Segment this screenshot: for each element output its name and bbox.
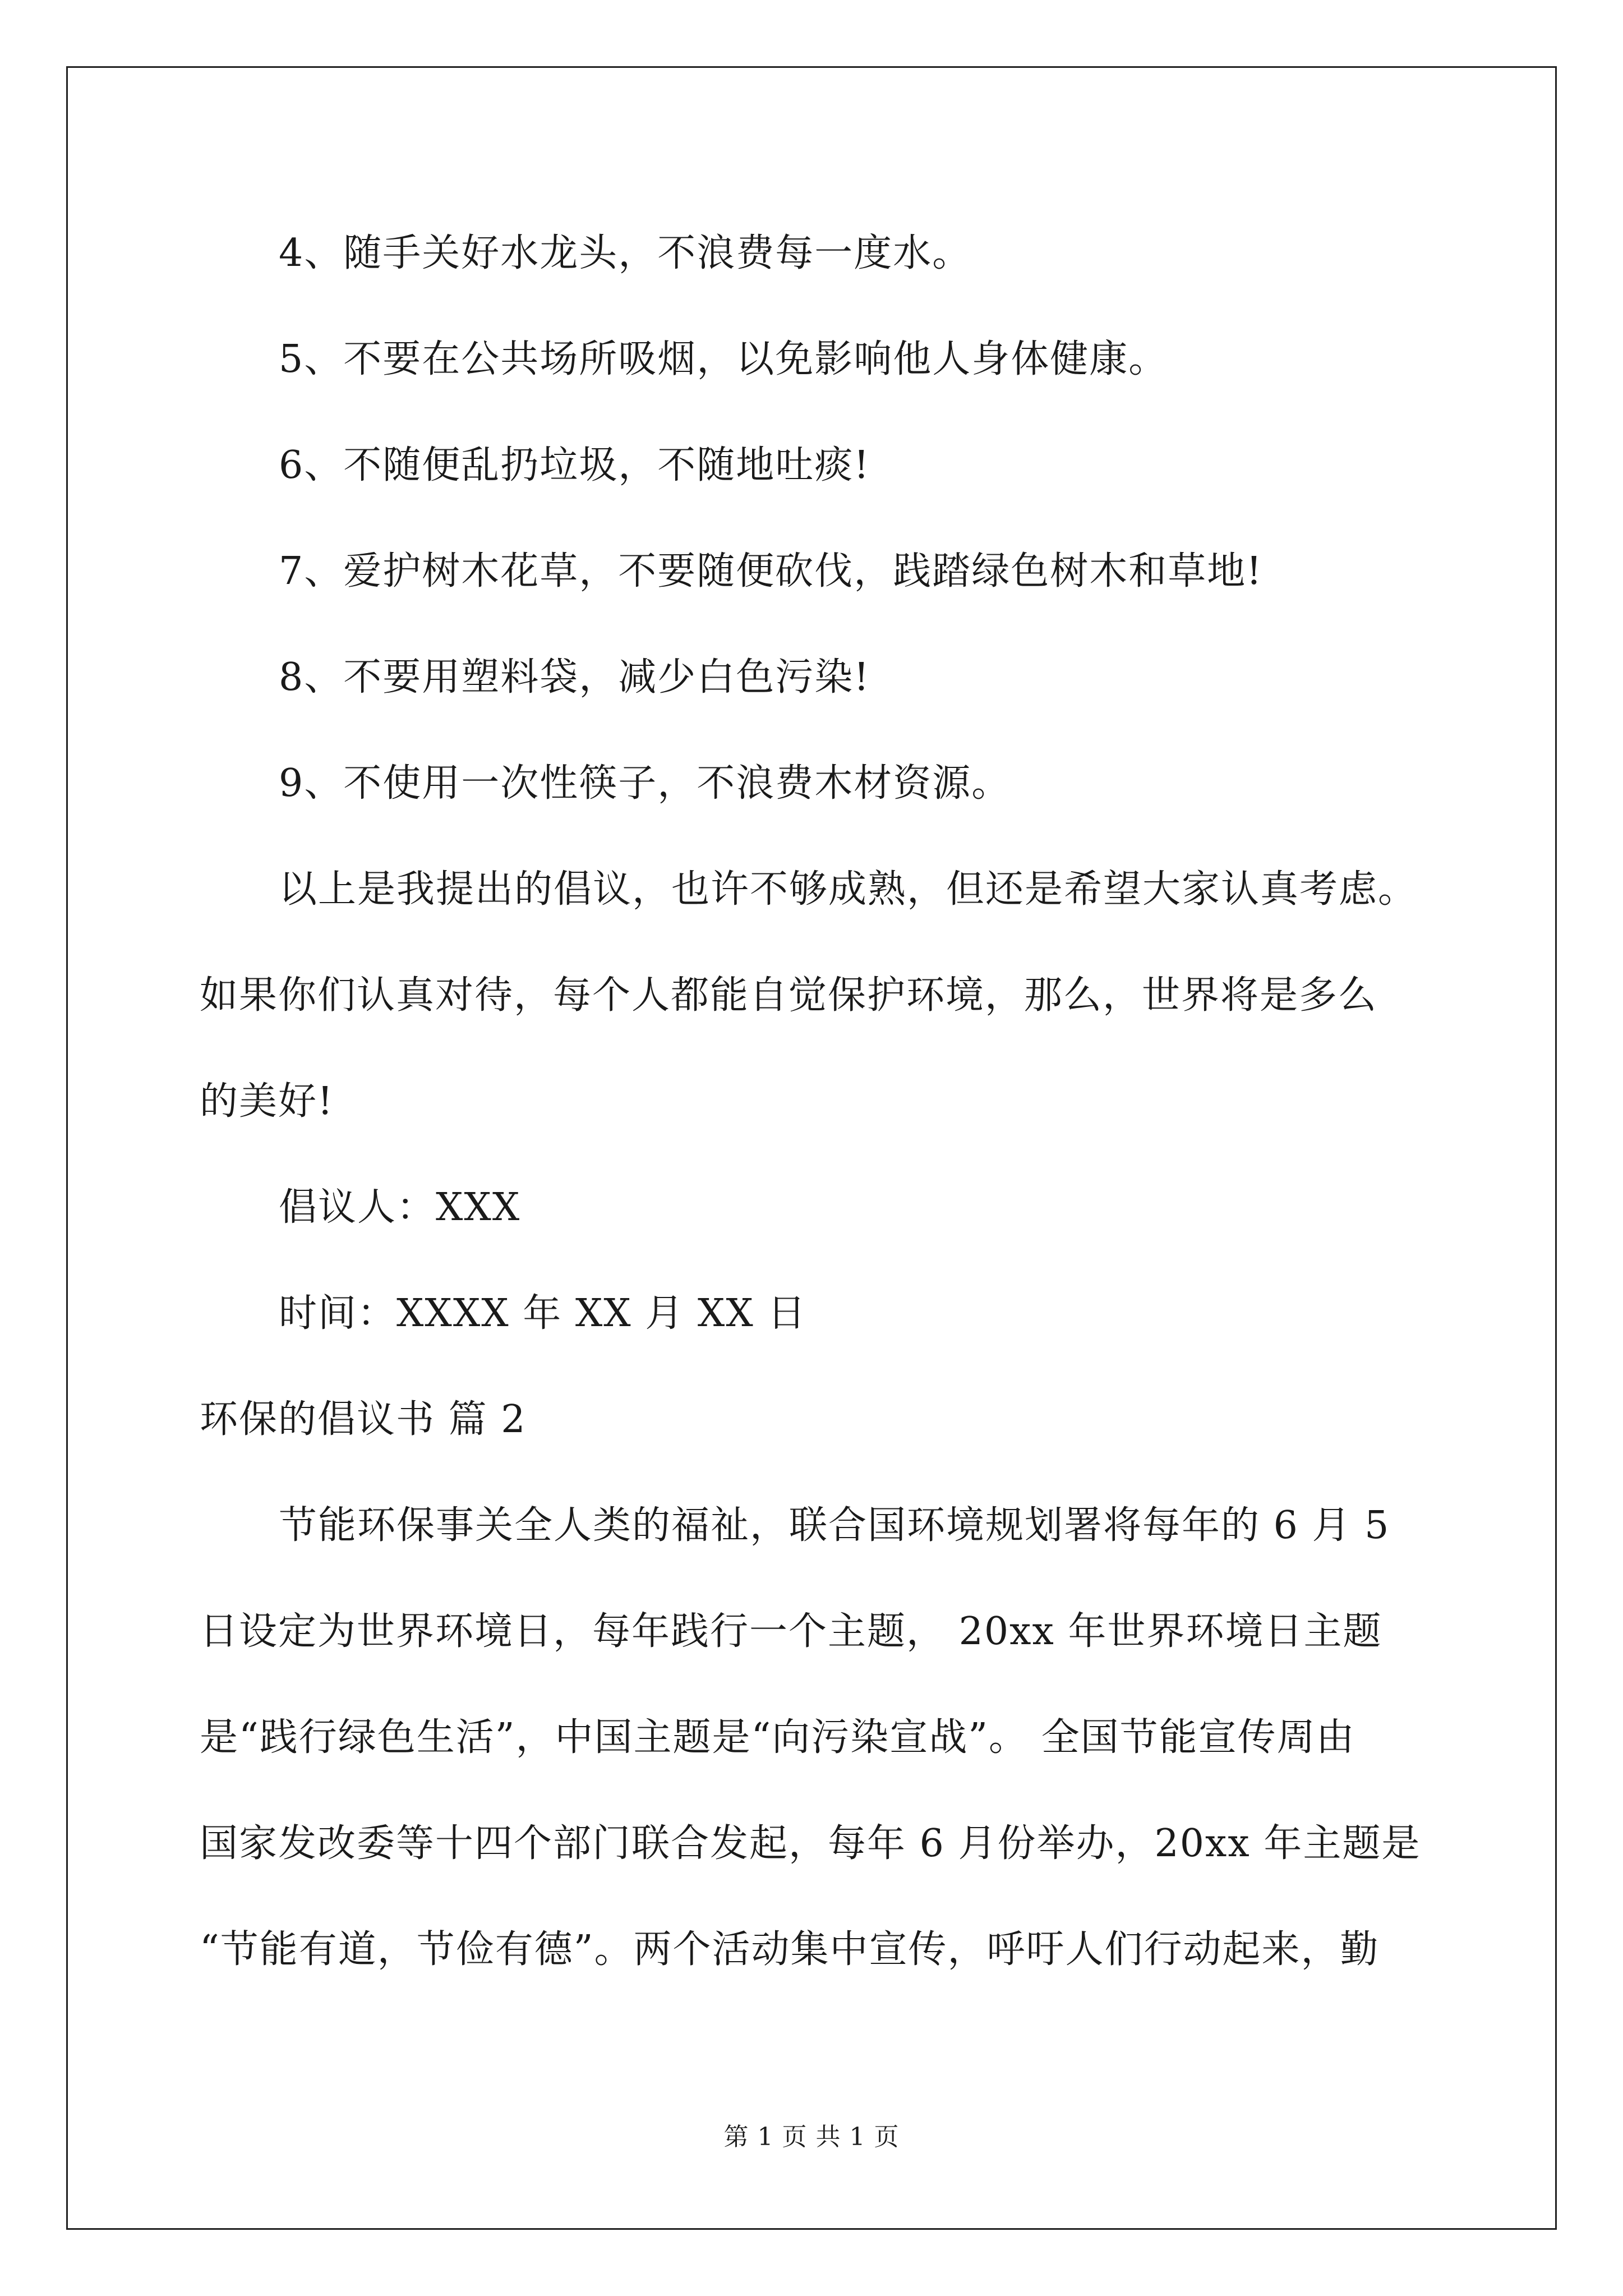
section-paragraph-line-3: 是“践行绿色生活”，中国主题是“向污染宣战”。 全国节能宣传周由 — [200, 1715, 1355, 1760]
section-paragraph-line-5: “节能有道，节俭有德”。两个活动集中宣传，呼吁人们行动起来，勤 — [200, 1927, 1380, 1972]
closing-paragraph-line-1: 以上是我提出的倡议，也许不够成熟，但还是希望大家认真考虑。 — [279, 867, 1418, 912]
list-item-4: 4、随手关好水龙头，不浪费每一度水。 — [279, 231, 972, 275]
list-item-5: 5、不要在公共场所吸烟，以免影响他人身体健康。 — [279, 337, 1168, 381]
closing-paragraph-line-3: 的美好! — [200, 1079, 334, 1124]
section-paragraph-line-1: 节能环保事关全人类的福祉，联合国环境规划署将每年的 6 月 5 — [279, 1503, 1390, 1548]
section-title: 环保的倡议书 篇 2 — [200, 1397, 527, 1442]
list-item-8: 8、不要用塑料袋，减少白色污染! — [279, 655, 870, 700]
page-footer: 第 1 页 共 1 页 — [723, 2123, 900, 2151]
section-paragraph-line-4: 国家发改委等十四个部门联合发起，每年 6 月份举办，20xx 年主题是 — [200, 1821, 1421, 1866]
list-item-9: 9、不使用一次性筷子，不浪费木材资源。 — [279, 761, 1011, 806]
page-frame — [66, 66, 1557, 2230]
closing-paragraph-line-2: 如果你们认真对待，每个人都能自觉保护环境，那么，世界将是多么 — [200, 973, 1378, 1018]
list-item-6: 6、不随便乱扔垃圾，不随地吐痰! — [279, 443, 870, 487]
section-paragraph-line-2: 日设定为世界环境日，每年践行一个主题， 20xx 年世界环境日主题 — [200, 1609, 1382, 1654]
list-item-7: 7、爱护树木花草，不要随便砍伐，践踏绿色树木和草地! — [279, 549, 1263, 593]
proposer-line: 倡议人：XXX — [279, 1185, 521, 1230]
date-line: 时间：XXXX 年 XX 月 XX 日 — [279, 1291, 807, 1336]
